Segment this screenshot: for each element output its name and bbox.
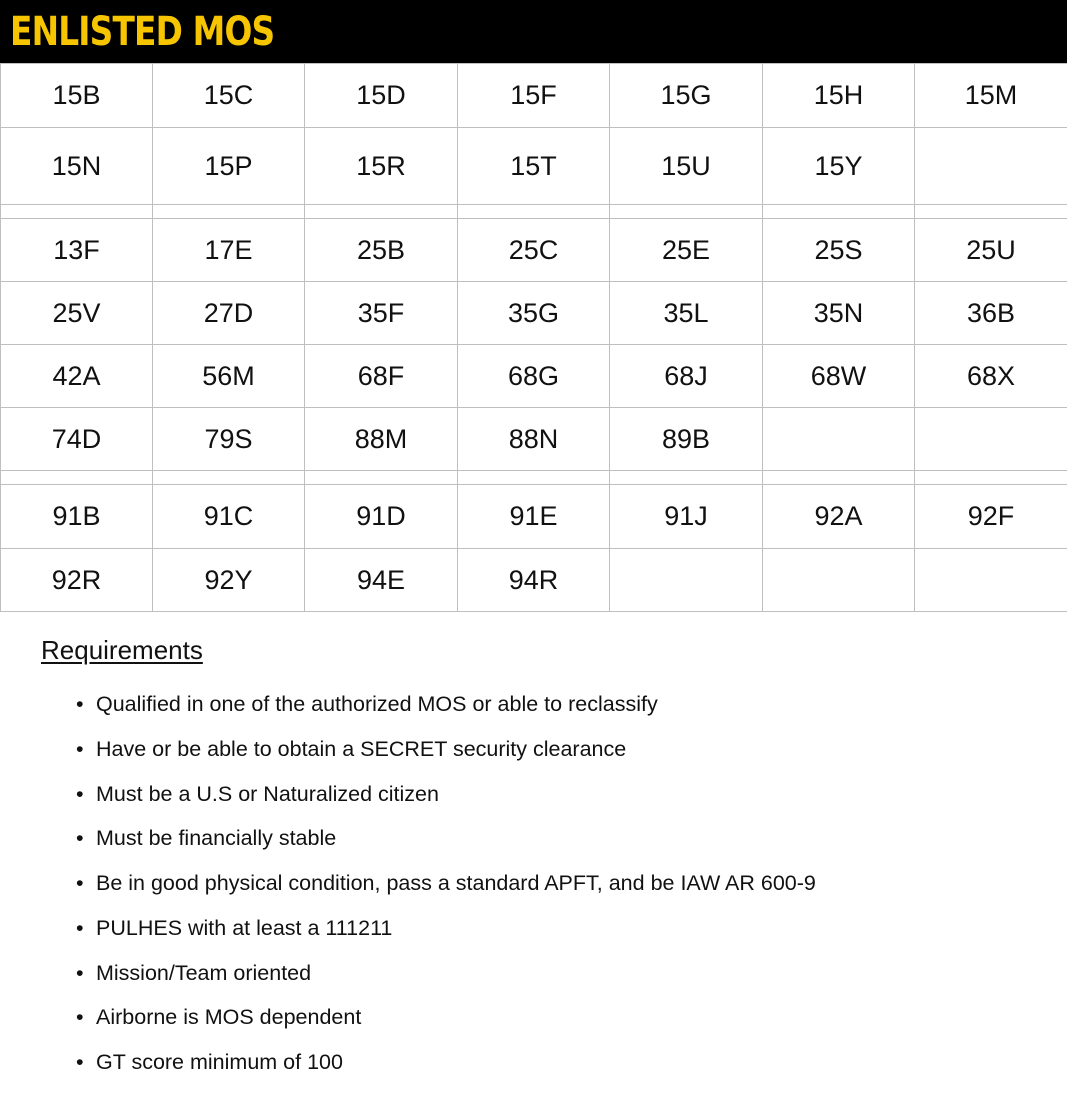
mos-cell: 15F xyxy=(458,64,610,128)
mos-cell: 13F xyxy=(1,219,153,282)
requirements-title: Requirements xyxy=(41,635,203,665)
bullet-icon: • xyxy=(76,915,84,940)
mos-cell: 27D xyxy=(153,282,305,345)
mos-cell: 89B xyxy=(610,408,763,471)
mos-cell xyxy=(915,549,1067,612)
mos-cell: 36B xyxy=(915,282,1067,345)
mos-cell xyxy=(915,128,1067,205)
requirement-item xyxy=(76,951,816,996)
mos-cell xyxy=(763,408,915,471)
mos-cell: 15P xyxy=(153,128,305,205)
mos-cell: 25U xyxy=(915,219,1067,282)
requirements-list xyxy=(76,682,816,1085)
separator-cell xyxy=(1,471,153,485)
separator-cell xyxy=(610,471,763,485)
bullet-icon: • xyxy=(76,781,84,806)
requirement-item xyxy=(76,816,816,861)
mos-cell: 91D xyxy=(305,485,458,549)
mos-cell xyxy=(763,549,915,612)
mos-cell: 25S xyxy=(763,219,915,282)
group-separator-row xyxy=(1,205,1067,219)
header-bar xyxy=(0,0,1067,63)
mos-cell: 25V xyxy=(1,282,153,345)
mos-row xyxy=(1,345,1067,408)
bullet-icon: • xyxy=(76,871,84,895)
mos-cell: 35N xyxy=(763,282,915,345)
separator-cell xyxy=(153,205,305,219)
requirement-item xyxy=(76,906,816,951)
mos-cell: 79S xyxy=(153,408,305,471)
mos-cell: 35L xyxy=(610,282,763,345)
mos-row xyxy=(1,485,1067,549)
mos-cell: 25C xyxy=(458,219,610,282)
mos-cell: 91B xyxy=(1,485,153,549)
mos-cell: 15B xyxy=(1,64,153,128)
requirement-text: Be in good physical condition, pass a standard APFT, and be IAW AR 600-9 xyxy=(96,871,816,895)
separator-cell xyxy=(1,205,153,219)
mos-cell: 68G xyxy=(458,345,610,408)
mos-cell: 15D xyxy=(305,64,458,128)
mos-cell: 91E xyxy=(458,485,610,549)
requirement-text: Must be a U.S or Naturalized citizen xyxy=(96,781,439,806)
separator-cell xyxy=(610,205,763,219)
requirement-text: Have or be able to obtain a SECRET security clearance xyxy=(96,736,627,761)
group-separator-row xyxy=(1,471,1067,485)
separator-cell xyxy=(305,205,458,219)
mos-cell: 35G xyxy=(458,282,610,345)
mos-cell: 15U xyxy=(610,128,763,205)
bullet-icon: • xyxy=(76,692,84,716)
mos-cell: 68W xyxy=(763,345,915,408)
bullet-icon: • xyxy=(76,1050,84,1074)
requirement-text: Airborne is MOS dependent xyxy=(96,1005,362,1030)
bullet-icon: • xyxy=(76,960,84,985)
bullet-icon: • xyxy=(76,736,84,761)
separator-cell xyxy=(458,205,610,219)
mos-cell xyxy=(610,549,763,612)
mos-cell: 17E xyxy=(153,219,305,282)
requirement-item xyxy=(76,1040,816,1085)
mos-cell: 94R xyxy=(458,549,610,612)
mos-cell: 68J xyxy=(610,345,763,408)
requirement-text: Mission/Team oriented xyxy=(96,960,312,985)
mos-cell: 88M xyxy=(305,408,458,471)
mos-cell xyxy=(915,408,1067,471)
mos-cell: 15Y xyxy=(763,128,915,205)
mos-cell: 15H xyxy=(763,64,915,128)
mos-cell: 15T xyxy=(458,128,610,205)
mos-cell: 92R xyxy=(1,549,153,612)
mos-row xyxy=(1,549,1067,612)
requirement-item xyxy=(76,861,816,906)
mos-cell: 74D xyxy=(1,408,153,471)
bullet-icon: • xyxy=(76,1005,84,1030)
requirement-item xyxy=(76,727,816,772)
mos-table-body xyxy=(1,64,1067,612)
mos-cell: 92Y xyxy=(153,549,305,612)
mos-row xyxy=(1,408,1067,471)
mos-cell: 25B xyxy=(305,219,458,282)
separator-cell xyxy=(153,471,305,485)
mos-cell: 25E xyxy=(610,219,763,282)
separator-cell xyxy=(458,471,610,485)
separator-cell xyxy=(305,471,458,485)
bullet-icon: • xyxy=(76,826,84,851)
mos-cell: 91C xyxy=(153,485,305,549)
page-title: ENLISTED MOS xyxy=(10,9,275,55)
requirement-text: GT score minimum of 100 xyxy=(96,1050,343,1074)
mos-cell: 94E xyxy=(305,549,458,612)
requirement-item xyxy=(76,772,816,817)
requirement-text: PULHES with at least a 111211 xyxy=(96,915,393,940)
mos-cell: 15M xyxy=(915,64,1067,128)
mos-cell: 15R xyxy=(305,128,458,205)
mos-cell: 68F xyxy=(305,345,458,408)
mos-cell: 15N xyxy=(1,128,153,205)
requirement-item xyxy=(76,682,816,727)
separator-cell xyxy=(763,471,915,485)
mos-table xyxy=(0,63,1067,612)
mos-cell: 35F xyxy=(305,282,458,345)
requirement-item xyxy=(76,995,816,1040)
mos-cell: 56M xyxy=(153,345,305,408)
mos-cell: 92F xyxy=(915,485,1067,549)
mos-cell: 15C xyxy=(153,64,305,128)
mos-cell: 15G xyxy=(610,64,763,128)
mos-row xyxy=(1,282,1067,345)
separator-cell xyxy=(763,205,915,219)
mos-row xyxy=(1,128,1067,205)
mos-cell: 92A xyxy=(763,485,915,549)
mos-cell: 88N xyxy=(458,408,610,471)
mos-cell: 91J xyxy=(610,485,763,549)
requirement-text: Must be financially stable xyxy=(96,826,337,851)
separator-cell xyxy=(915,471,1067,485)
mos-row xyxy=(1,219,1067,282)
requirement-text: Qualified in one of the authorized MOS or able to reclassify xyxy=(96,692,658,716)
separator-cell xyxy=(915,205,1067,219)
mos-cell: 42A xyxy=(1,345,153,408)
mos-cell: 68X xyxy=(915,345,1067,408)
mos-row xyxy=(1,64,1067,128)
